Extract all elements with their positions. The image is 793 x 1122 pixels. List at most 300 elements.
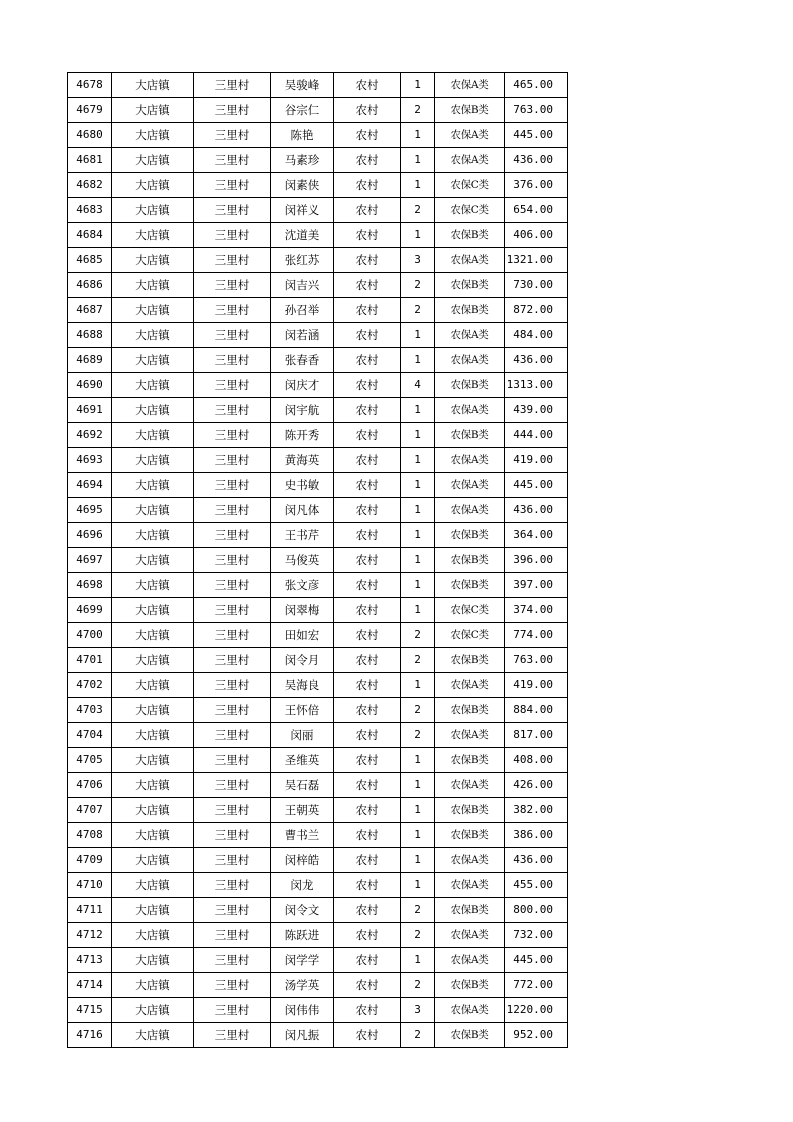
row-number-cell: 4703 [68,698,112,723]
town-cell: 大店镇 [112,773,194,798]
village-cell: 三里村 [194,648,271,673]
area-type-cell: 农村 [334,273,401,298]
table-row [68,848,568,873]
household-size-cell: 2 [401,273,435,298]
area-type-cell: 农村 [334,498,401,523]
amount-cell: 445.00 [505,948,568,973]
row-number-cell: 4690 [68,373,112,398]
amount-cell: 419.00 [505,448,568,473]
area-type-cell: 农村 [334,248,401,273]
household-size-cell: 1 [401,348,435,373]
village-cell: 三里村 [194,948,271,973]
insurance-category-cell: 农保A类 [435,323,505,348]
household-size-cell: 1 [401,848,435,873]
household-size-cell: 2 [401,1023,435,1048]
town-cell: 大店镇 [112,798,194,823]
area-type-cell: 农村 [334,573,401,598]
amount-cell: 763.00 [505,648,568,673]
household-size-cell: 1 [401,73,435,98]
village-cell: 三里村 [194,323,271,348]
table-row [68,873,568,898]
table-row [68,473,568,498]
name-cell: 闵若涵 [271,323,334,348]
household-size-cell: 2 [401,698,435,723]
household-size-cell: 1 [401,323,435,348]
area-type-cell: 农村 [334,848,401,873]
town-cell: 大店镇 [112,448,194,473]
name-cell: 闵素侠 [271,173,334,198]
row-number-cell: 4706 [68,773,112,798]
row-number-cell: 4700 [68,623,112,648]
table-row [68,973,568,998]
amount-cell: 406.00 [505,223,568,248]
area-type-cell: 农村 [334,798,401,823]
town-cell: 大店镇 [112,123,194,148]
row-number-cell: 4688 [68,323,112,348]
household-size-cell: 1 [401,123,435,148]
area-type-cell: 农村 [334,698,401,723]
table-row [68,323,568,348]
area-type-cell: 农村 [334,748,401,773]
household-size-cell: 2 [401,98,435,123]
insurance-category-cell: 农保A类 [435,348,505,373]
table-row [68,73,568,98]
table-row [68,698,568,723]
table-row [68,298,568,323]
area-type-cell: 农村 [334,398,401,423]
village-cell: 三里村 [194,1023,271,1048]
village-cell: 三里村 [194,398,271,423]
table-row [68,648,568,673]
name-cell: 史书敏 [271,473,334,498]
name-cell: 张文彦 [271,573,334,598]
name-cell: 谷宗仁 [271,98,334,123]
town-cell: 大店镇 [112,848,194,873]
area-type-cell: 农村 [334,873,401,898]
insurance-category-cell: 农保A类 [435,148,505,173]
amount-cell: 730.00 [505,273,568,298]
name-cell: 汤学英 [271,973,334,998]
household-size-cell: 2 [401,923,435,948]
area-type-cell: 农村 [334,223,401,248]
household-size-cell: 1 [401,223,435,248]
insurance-category-cell: 农保A类 [435,498,505,523]
table-row [68,448,568,473]
town-cell: 大店镇 [112,748,194,773]
row-number-cell: 4686 [68,273,112,298]
row-number-cell: 4699 [68,598,112,623]
amount-cell: 772.00 [505,973,568,998]
row-number-cell: 4680 [68,123,112,148]
row-number-cell: 4681 [68,148,112,173]
table-body [68,73,568,1048]
area-type-cell: 农村 [334,423,401,448]
household-size-cell: 1 [401,548,435,573]
village-cell: 三里村 [194,598,271,623]
area-type-cell: 农村 [334,998,401,1023]
table-row [68,148,568,173]
insurance-category-cell: 农保B类 [435,548,505,573]
records-table [67,72,568,1048]
town-cell: 大店镇 [112,573,194,598]
area-type-cell: 农村 [334,648,401,673]
row-number-cell: 4691 [68,398,112,423]
row-number-cell: 4711 [68,898,112,923]
row-number-cell: 4701 [68,648,112,673]
village-cell: 三里村 [194,473,271,498]
area-type-cell: 农村 [334,298,401,323]
town-cell: 大店镇 [112,523,194,548]
amount-cell: 1313.00 [505,373,568,398]
area-type-cell: 农村 [334,773,401,798]
town-cell: 大店镇 [112,498,194,523]
table-row [68,523,568,548]
table-row [68,123,568,148]
village-cell: 三里村 [194,698,271,723]
village-cell: 三里村 [194,248,271,273]
village-cell: 三里村 [194,998,271,1023]
area-type-cell: 农村 [334,598,401,623]
amount-cell: 884.00 [505,698,568,723]
town-cell: 大店镇 [112,398,194,423]
row-number-cell: 4705 [68,748,112,773]
insurance-category-cell: 农保A类 [435,473,505,498]
name-cell: 马素珍 [271,148,334,173]
town-cell: 大店镇 [112,998,194,1023]
area-type-cell: 农村 [334,898,401,923]
insurance-category-cell: 农保B类 [435,373,505,398]
insurance-category-cell: 农保B类 [435,423,505,448]
name-cell: 王朝英 [271,798,334,823]
insurance-category-cell: 农保A类 [435,248,505,273]
town-cell: 大店镇 [112,273,194,298]
amount-cell: 397.00 [505,573,568,598]
name-cell: 圣维英 [271,748,334,773]
name-cell: 马俊英 [271,548,334,573]
name-cell: 沈道美 [271,223,334,248]
insurance-category-cell: 农保A类 [435,73,505,98]
village-cell: 三里村 [194,348,271,373]
table-row [68,948,568,973]
amount-cell: 445.00 [505,123,568,148]
town-cell: 大店镇 [112,73,194,98]
area-type-cell: 农村 [334,823,401,848]
row-number-cell: 4716 [68,1023,112,1048]
household-size-cell: 1 [401,423,435,448]
village-cell: 三里村 [194,823,271,848]
village-cell: 三里村 [194,498,271,523]
amount-cell: 374.00 [505,598,568,623]
amount-cell: 436.00 [505,848,568,873]
table-row [68,98,568,123]
area-type-cell: 农村 [334,73,401,98]
town-cell: 大店镇 [112,823,194,848]
village-cell: 三里村 [194,423,271,448]
amount-cell: 817.00 [505,723,568,748]
insurance-category-cell: 农保B类 [435,1023,505,1048]
town-cell: 大店镇 [112,148,194,173]
insurance-category-cell: 农保A类 [435,448,505,473]
table-row [68,598,568,623]
household-size-cell: 2 [401,898,435,923]
village-cell: 三里村 [194,273,271,298]
name-cell: 闵令月 [271,648,334,673]
household-size-cell: 1 [401,473,435,498]
insurance-category-cell: 农保A类 [435,123,505,148]
name-cell: 吴海良 [271,673,334,698]
row-number-cell: 4713 [68,948,112,973]
table-row [68,998,568,1023]
row-number-cell: 4715 [68,998,112,1023]
row-number-cell: 4709 [68,848,112,873]
amount-cell: 444.00 [505,423,568,448]
area-type-cell: 农村 [334,523,401,548]
household-size-cell: 3 [401,248,435,273]
village-cell: 三里村 [194,723,271,748]
table-row [68,623,568,648]
table-row [68,248,568,273]
household-size-cell: 1 [401,823,435,848]
row-number-cell: 4704 [68,723,112,748]
town-cell: 大店镇 [112,698,194,723]
insurance-category-cell: 农保B类 [435,698,505,723]
insurance-category-cell: 农保B类 [435,98,505,123]
table-row [68,173,568,198]
row-number-cell: 4696 [68,523,112,548]
town-cell: 大店镇 [112,198,194,223]
area-type-cell: 农村 [334,673,401,698]
amount-cell: 465.00 [505,73,568,98]
name-cell: 田如宏 [271,623,334,648]
area-type-cell: 农村 [334,473,401,498]
household-size-cell: 2 [401,973,435,998]
amount-cell: 1321.00 [505,248,568,273]
name-cell: 闵庆才 [271,373,334,398]
village-cell: 三里村 [194,373,271,398]
village-cell: 三里村 [194,898,271,923]
insurance-category-cell: 农保C类 [435,623,505,648]
amount-cell: 396.00 [505,548,568,573]
table-row [68,373,568,398]
table-row [68,923,568,948]
town-cell: 大店镇 [112,723,194,748]
table-row [68,748,568,773]
household-size-cell: 1 [401,148,435,173]
household-size-cell: 3 [401,998,435,1023]
row-number-cell: 4708 [68,823,112,848]
area-type-cell: 农村 [334,548,401,573]
household-size-cell: 1 [401,748,435,773]
household-size-cell: 1 [401,598,435,623]
amount-cell: 439.00 [505,398,568,423]
insurance-category-cell: 农保C类 [435,598,505,623]
town-cell: 大店镇 [112,98,194,123]
amount-cell: 426.00 [505,773,568,798]
town-cell: 大店镇 [112,898,194,923]
insurance-category-cell: 农保B类 [435,823,505,848]
area-type-cell: 农村 [334,1023,401,1048]
insurance-category-cell: 农保B类 [435,898,505,923]
town-cell: 大店镇 [112,973,194,998]
area-type-cell: 农村 [334,148,401,173]
area-type-cell: 农村 [334,623,401,648]
name-cell: 闵凡振 [271,1023,334,1048]
town-cell: 大店镇 [112,923,194,948]
table-row [68,723,568,748]
table-row [68,773,568,798]
household-size-cell: 1 [401,448,435,473]
area-type-cell: 农村 [334,323,401,348]
village-cell: 三里村 [194,223,271,248]
table-row [68,423,568,448]
household-size-cell: 4 [401,373,435,398]
amount-cell: 436.00 [505,348,568,373]
name-cell: 闵丽 [271,723,334,748]
name-cell: 王怀倍 [271,698,334,723]
household-size-cell: 2 [401,198,435,223]
amount-cell: 800.00 [505,898,568,923]
insurance-category-cell: 农保B类 [435,648,505,673]
amount-cell: 872.00 [505,298,568,323]
town-cell: 大店镇 [112,548,194,573]
insurance-category-cell: 农保A类 [435,998,505,1023]
row-number-cell: 4679 [68,98,112,123]
name-cell: 陈开秀 [271,423,334,448]
household-size-cell: 1 [401,398,435,423]
amount-cell: 763.00 [505,98,568,123]
household-size-cell: 1 [401,173,435,198]
village-cell: 三里村 [194,523,271,548]
town-cell: 大店镇 [112,673,194,698]
row-number-cell: 4687 [68,298,112,323]
area-type-cell: 农村 [334,723,401,748]
insurance-category-cell: 农保A类 [435,398,505,423]
amount-cell: 408.00 [505,748,568,773]
row-number-cell: 4702 [68,673,112,698]
table-row [68,573,568,598]
village-cell: 三里村 [194,548,271,573]
village-cell: 三里村 [194,148,271,173]
village-cell: 三里村 [194,623,271,648]
amount-cell: 732.00 [505,923,568,948]
village-cell: 三里村 [194,973,271,998]
row-number-cell: 4692 [68,423,112,448]
amount-cell: 386.00 [505,823,568,848]
name-cell: 陈艳 [271,123,334,148]
amount-cell: 455.00 [505,873,568,898]
table-row [68,1023,568,1048]
household-size-cell: 1 [401,948,435,973]
town-cell: 大店镇 [112,298,194,323]
household-size-cell: 2 [401,723,435,748]
amount-cell: 774.00 [505,623,568,648]
insurance-category-cell: 农保B类 [435,298,505,323]
amount-cell: 1220.00 [505,998,568,1023]
village-cell: 三里村 [194,748,271,773]
table-row [68,498,568,523]
table-row [68,898,568,923]
row-number-cell: 4698 [68,573,112,598]
table-row [68,273,568,298]
town-cell: 大店镇 [112,248,194,273]
row-number-cell: 4694 [68,473,112,498]
name-cell: 闵梓皓 [271,848,334,873]
row-number-cell: 4707 [68,798,112,823]
village-cell: 三里村 [194,173,271,198]
name-cell: 吴石磊 [271,773,334,798]
name-cell: 闵令文 [271,898,334,923]
row-number-cell: 4695 [68,498,112,523]
insurance-category-cell: 农保B类 [435,223,505,248]
table-row [68,823,568,848]
table-row [68,348,568,373]
amount-cell: 419.00 [505,673,568,698]
household-size-cell: 1 [401,873,435,898]
name-cell: 张春香 [271,348,334,373]
amount-cell: 952.00 [505,1023,568,1048]
insurance-category-cell: 农保A类 [435,673,505,698]
amount-cell: 436.00 [505,498,568,523]
row-number-cell: 4712 [68,923,112,948]
amount-cell: 445.00 [505,473,568,498]
row-number-cell: 4697 [68,548,112,573]
amount-cell: 484.00 [505,323,568,348]
insurance-category-cell: 农保B类 [435,973,505,998]
name-cell: 闵学学 [271,948,334,973]
table-row [68,398,568,423]
village-cell: 三里村 [194,123,271,148]
village-cell: 三里村 [194,848,271,873]
town-cell: 大店镇 [112,598,194,623]
insurance-category-cell: 农保A类 [435,848,505,873]
row-number-cell: 4714 [68,973,112,998]
area-type-cell: 农村 [334,98,401,123]
name-cell: 王书芹 [271,523,334,548]
insurance-category-cell: 农保A类 [435,923,505,948]
household-size-cell: 1 [401,773,435,798]
village-cell: 三里村 [194,298,271,323]
household-size-cell: 2 [401,623,435,648]
town-cell: 大店镇 [112,373,194,398]
insurance-category-cell: 农保A类 [435,723,505,748]
household-size-cell: 1 [401,798,435,823]
household-size-cell: 1 [401,673,435,698]
insurance-category-cell: 农保B类 [435,798,505,823]
household-size-cell: 1 [401,498,435,523]
household-size-cell: 2 [401,648,435,673]
town-cell: 大店镇 [112,1023,194,1048]
area-type-cell: 农村 [334,348,401,373]
village-cell: 三里村 [194,198,271,223]
village-cell: 三里村 [194,98,271,123]
village-cell: 三里村 [194,923,271,948]
amount-cell: 364.00 [505,523,568,548]
amount-cell: 436.00 [505,148,568,173]
table-row [68,548,568,573]
area-type-cell: 农村 [334,123,401,148]
village-cell: 三里村 [194,773,271,798]
insurance-category-cell: 农保B类 [435,748,505,773]
household-size-cell: 1 [401,573,435,598]
insurance-category-cell: 农保A类 [435,773,505,798]
table-row [68,798,568,823]
town-cell: 大店镇 [112,348,194,373]
area-type-cell: 农村 [334,973,401,998]
insurance-category-cell: 农保C类 [435,173,505,198]
insurance-category-cell: 农保C类 [435,198,505,223]
row-number-cell: 4689 [68,348,112,373]
town-cell: 大店镇 [112,173,194,198]
